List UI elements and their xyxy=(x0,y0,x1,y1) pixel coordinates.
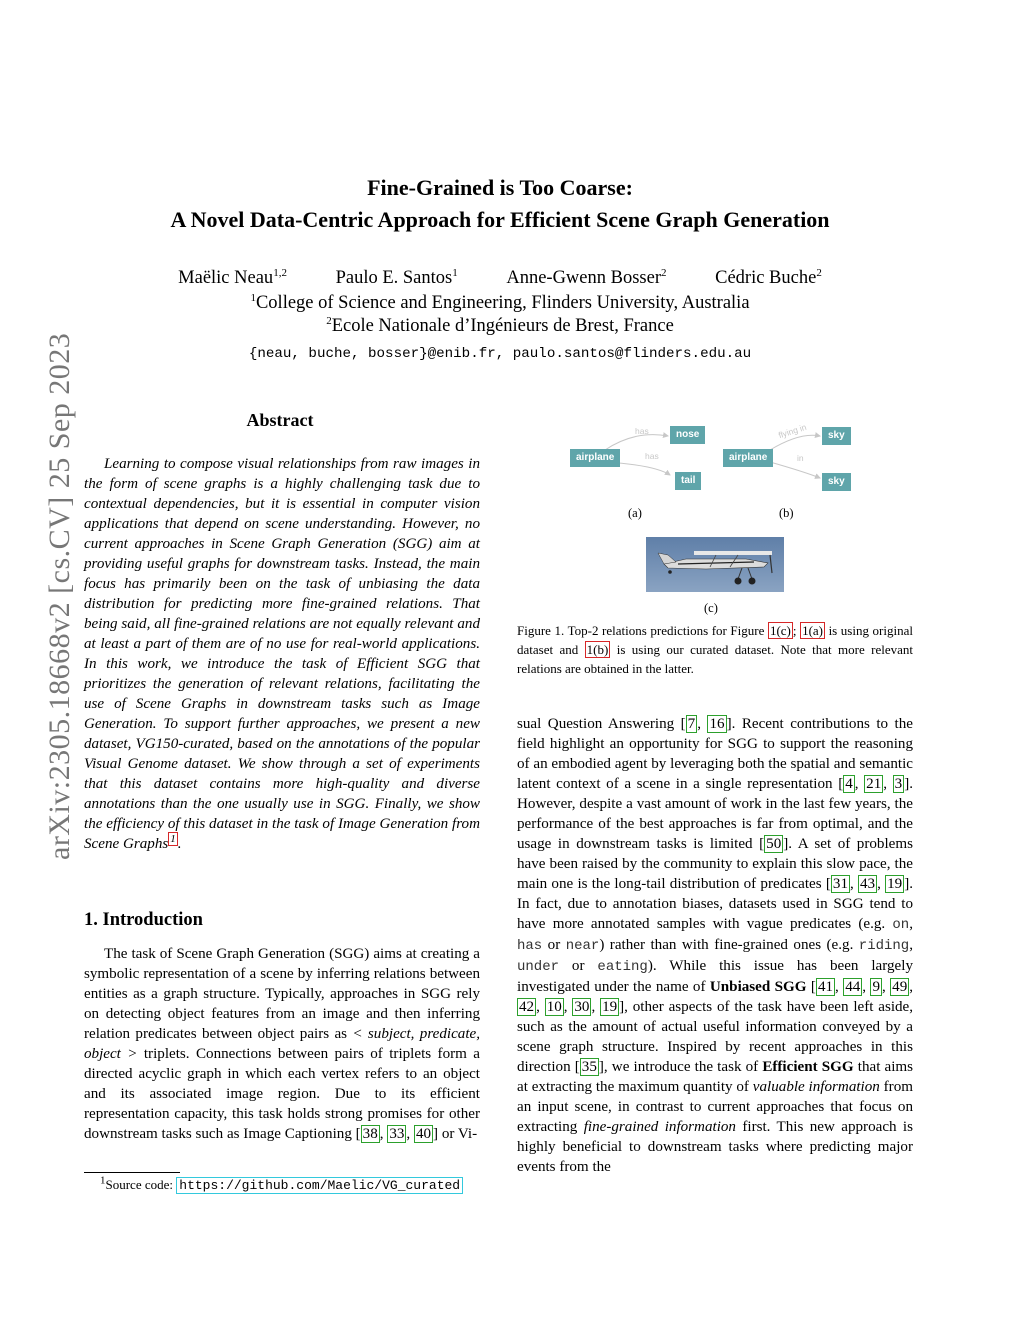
affiliation-1: $^1$College of Science and Engineering, Flinders University, Australia xyxy=(250,291,750,313)
citation-link[interactable]: 41 xyxy=(817,979,834,995)
section-heading-introduction: 1. Introduction xyxy=(84,910,203,930)
relation-label: has xyxy=(645,451,659,461)
citation-link[interactable]: 10 xyxy=(546,999,562,1015)
author-list xyxy=(0,268,1000,289)
abstract-text: Learning to compose visual relationships from raw images in the form of scene graphs is a highly challenging task due to contextual dependencies, but it is essential in computer vision applications that depend on scene understanding. However, no current approaches in Scene Graph Generation (SGG) aim at providing useful graphs for downstream tasks. Instead, the main focus has primarily been on the task of unbiasing the data distribution for predicting more fine-grained relations. That being said, all fine-grained relations are not equally relevant and at least a part of them are of no use for real-world applications. In this work, we introduce the task of Efficient SGG that prioritizes the generation of relevant relations, facilitating the use of Scene Graphs in downstream tasks such as Image Generation. To support further approaches, we present a new dataset, VG150-curated, based on the annotations of the popular Visual Genome dataset. We show through a set of experiments that this dataset contains more high-quality and diverse annotations than the one usually use in SGG. Finally, we show the efficiency of this dataset in the task of Image Generation from Scene Graphs $^1$ . xyxy=(84,456,480,852)
node-object: tail xyxy=(675,472,701,490)
figure-caption: Figure 1. Top-2 relations predictions for Figure 1(c) ; 1(a) is using original dataset and 1(b) is using our curated dataset. Note that more relevant relations are obtained in the latter. xyxy=(517,623,913,676)
citation-link[interactable]: 42 xyxy=(519,999,535,1015)
paper-title xyxy=(0,172,1000,236)
edge-flying-in xyxy=(770,435,820,450)
node-object: sky xyxy=(822,473,851,491)
source-code-link[interactable]: https://github.com/Maelic/VG_curated xyxy=(176,1177,463,1194)
footnote: $^1$Source code: https://github.com/Maelic/VG_curated xyxy=(100,1177,463,1193)
citation-link[interactable]: 30 xyxy=(574,999,590,1015)
title-line-2: A Novel Data-Centric Approach for Efficient Scene Graph Generation xyxy=(170,207,830,232)
intro-paragraph: The task of Scene Graph Generation (SGG) aims at creating a symbolic representation of a scene by inferring relations between entities as a graph structure. Typically, approaches in SGG rely on detecting object features from an image and then inferring relation predicates between object pairs as < subject, predicate, object > triplets. Connections between pairs of triplets form a directed acyclic graph in which each vertex refers to an object and its associated image region. Due to its efficient representation capacity, this task holds strong promises for other downstream tasks such as Image Captioning [ 38 , 33 , 40 ] or Vi- xyxy=(84,946,480,1142)
node-object: sky xyxy=(822,427,851,445)
citation-link[interactable]: 3 xyxy=(894,776,903,792)
citation-link[interactable]: 44 xyxy=(845,979,861,995)
title-line-1: Fine-Grained is Too Coarse: xyxy=(367,175,633,200)
node-subject: airplane xyxy=(723,449,773,467)
footnote-rule xyxy=(84,1172,180,1173)
citation-link[interactable]: 33 xyxy=(389,1126,405,1142)
figure-panel-c-photo xyxy=(646,537,784,592)
abstract-heading: Abstract xyxy=(246,410,314,430)
author: Paulo E. Santos$^1$ xyxy=(335,266,458,288)
citation-link[interactable]: 50 xyxy=(766,836,782,852)
author-emails: {neau, buche, bosser}@enib.fr, paulo.santos@flinders.edu.au xyxy=(248,346,752,362)
figure-ref-link[interactable]: 1(b) xyxy=(586,642,609,657)
node-subject: airplane xyxy=(570,449,620,467)
citation-link[interactable]: 38 xyxy=(362,1126,378,1142)
author: Maëlic Neau$^{1,2}$ xyxy=(178,266,287,288)
relation-label: has xyxy=(635,426,649,436)
citation-link[interactable]: 40 xyxy=(415,1126,432,1142)
citation-link[interactable]: 7 xyxy=(687,716,696,732)
affiliation-2: $^2$Ecole Nationale d’Ingénieurs de Brest, France xyxy=(326,314,674,336)
citation-link[interactable]: 21 xyxy=(866,776,882,792)
edge-has-1 xyxy=(605,435,668,450)
relation-label: in xyxy=(797,453,804,463)
citation-link[interactable]: 19 xyxy=(602,999,618,1015)
arxiv-stamp: arXiv:2305.18668v2 [cs.CV] 25 Sep 2023 xyxy=(43,332,76,860)
figure-panel-b xyxy=(720,420,860,500)
citation-link[interactable]: 31 xyxy=(832,876,848,892)
airplane-photo xyxy=(646,537,784,592)
citation-link[interactable]: 4 xyxy=(845,776,853,792)
citation-link[interactable]: 19 xyxy=(887,876,903,892)
edge-in xyxy=(770,462,820,478)
citation-link[interactable]: 43 xyxy=(860,876,876,892)
footnote-link[interactable]: 1 xyxy=(170,832,176,845)
citation-link[interactable]: 9 xyxy=(872,979,880,995)
figure-ref-link[interactable]: 1(c) xyxy=(769,623,791,638)
node-object: nose xyxy=(670,426,705,444)
citation-link[interactable]: 49 xyxy=(892,979,908,995)
relation-label: flying in xyxy=(777,421,808,441)
subfigure-label-b: (b) xyxy=(779,506,794,520)
citation-link[interactable]: 16 xyxy=(709,716,725,732)
figure-ref-link[interactable]: 1(a) xyxy=(802,623,823,638)
author: Cédric Buche$^2$ xyxy=(715,266,822,288)
right-column-paragraph: sual Question Answering [ 7 , 16 ]. Recent contributions to the field highlight an opportunity for SGG to support the reasoning of an embodied agent by leveraging both the spatial and semantic latent context of a scene in a single representation [ 4 , 21 , 3 ]. However, despite a vast amount of work in the last few years, the performance of the best approaches is far from optimal, and the usage in downstream tasks is limited [ 50 ]. A set of problems have been raised by the community to explain this slow pace, the main one is the long-tail distribution of predicates [ 31 , 43 , 19 ]. In fact, due to annotation biases, datasets used in SGG tend to have more annotated samples with vague predicates (e.g. on, has or near) rather than with fine-grained ones (e.g. riding, under or eating). While this issue has been largely investigated under the name of Unbiased SGG [ 41 , 44 , 9 , 49 , 42 , 10 , 30 , 19 ], other aspects of the task have been left aside, such as the amount of actual useful information conveyed by a scene graph structure. Inspired by recent approaches in this direction [ 35 ], we introduce the task of Efficient SGG that aims at extracting the maximum quantity of valuable information from an input scene, in contrast to current approaches that focus on extracting fine-grained information first. This new approach is highly beneficial to downstream tasks where predicting major events from the xyxy=(517,716,914,1175)
figure-panel-a xyxy=(565,420,715,500)
author: Anne-Gwenn Bosser$^2$ xyxy=(506,266,667,288)
subfigure-label-c: (c) xyxy=(704,601,718,615)
citation-link[interactable]: 35 xyxy=(581,1059,597,1075)
subfigure-label-a: (a) xyxy=(628,506,642,520)
